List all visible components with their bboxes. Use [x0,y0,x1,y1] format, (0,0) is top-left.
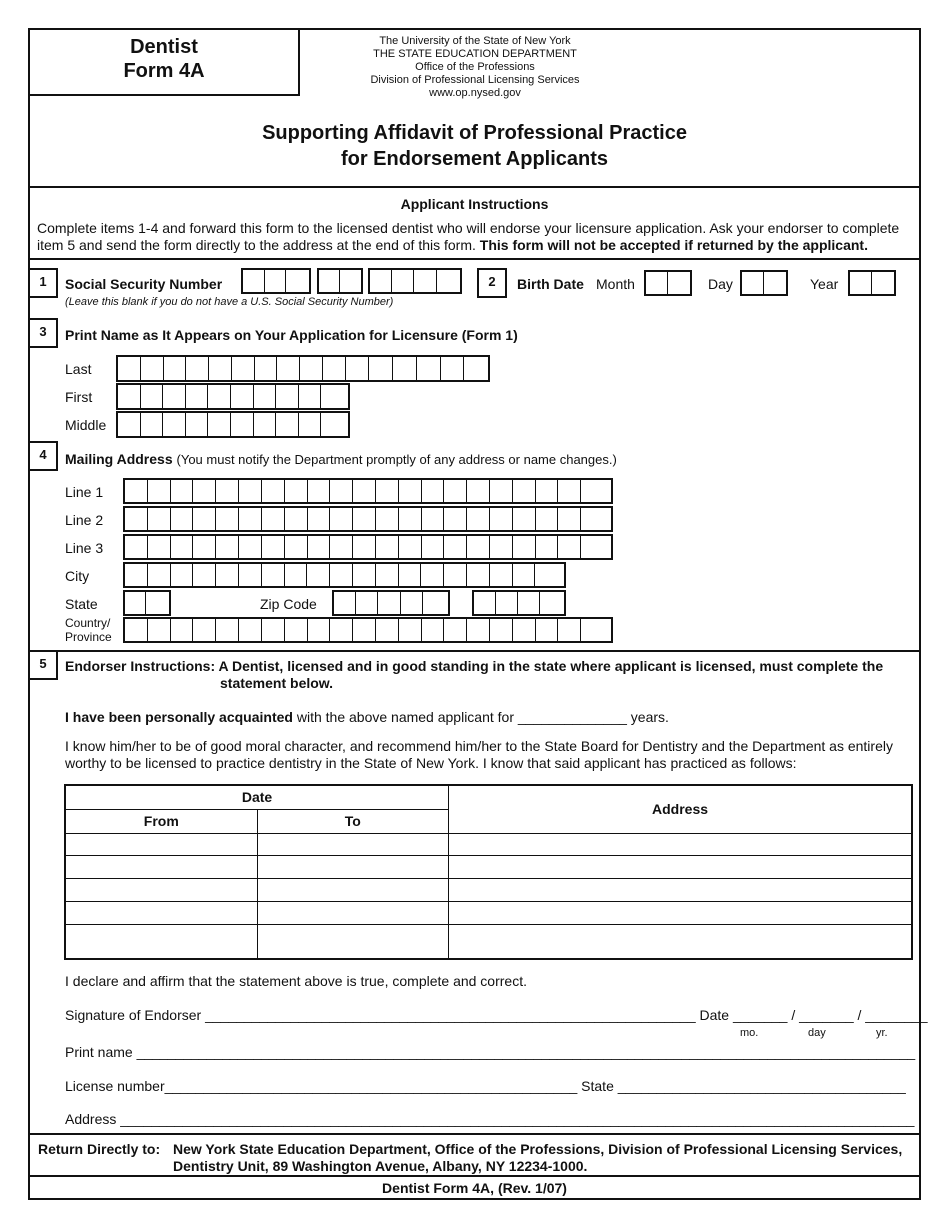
date-yr-hint: yr. [876,1027,888,1039]
birth-day-label: Day [708,276,733,292]
first-name-input[interactable] [116,383,350,410]
from-cell[interactable] [65,925,257,959]
item-number-5: 5 [28,650,58,680]
practice-history-table [64,784,913,960]
agency-website: www.op.nysed.gov [429,87,521,99]
from-cell[interactable] [65,833,257,856]
birth-date-label: Birth Date [517,276,584,292]
ssn-input-part3[interactable] [368,268,462,294]
form-title: Dentist Form 4A [123,36,205,82]
table-row [65,856,912,879]
zip-plus4-input[interactable] [472,590,566,616]
name-section-label: Print Name as It Appears on Your Application for Licensure (Form 1) [65,327,518,343]
to-cell[interactable] [257,833,449,856]
agency-line: Division of Professional Licensing Services [370,74,580,86]
agency-line: THE STATE EDUCATION DEPARTMENT [373,48,577,60]
to-cell[interactable] [257,856,449,879]
ssn-label: Social Security Number [65,276,223,292]
divider [28,258,921,260]
return-address: New York State Education Department, Office of the Professions, Division of Professional Licensing Services, Dentistry Unit, 89 Washington Avenue, Albany, NY 12234-1000. [173,1141,903,1174]
item-number-1: 1 [28,268,58,298]
address-cell[interactable] [449,833,912,856]
table-row [65,925,912,959]
birth-year-label: Year [810,276,839,292]
country-label: Country/ Province [65,616,112,644]
last-name-input[interactable] [116,355,490,382]
address-line2-input[interactable] [123,506,613,532]
endorser-instructions: Endorser Instructions: A Dentist, licensed and in good standing in the state where applicant is licensed, must complete the statement below. [65,658,884,691]
date-day-hint: day [808,1027,826,1039]
to-header: To [257,809,449,833]
address-cell[interactable] [449,902,912,925]
return-label: Return Directly to: [38,1141,161,1157]
signature-line[interactable]: Signature of Endorser _______________________________________________________________ Date _______ / _______ / ________ [65,1007,928,1023]
birth-day-input[interactable] [740,270,788,296]
address-line3-label: Line 3 [65,540,104,556]
print-name-line[interactable]: Print name ____________________________________________________________________________________________________ [65,1044,916,1060]
divider [28,1133,921,1135]
last-name-label: Last [65,361,92,377]
ssn-input-part1[interactable] [241,268,311,294]
date-mo-hint: mo. [740,1027,759,1039]
address-cell[interactable] [449,856,912,879]
endorser-address-line[interactable]: Address ______________________________________________________________________________________________________ [65,1111,915,1127]
address-line1-input[interactable] [123,478,613,504]
zip-code-input[interactable] [332,590,450,616]
from-cell[interactable] [65,902,257,925]
from-cell[interactable] [65,856,257,879]
page-title: Supporting Affidavit of Professional Practice for Endorsement Applicants [262,122,687,170]
item-number-3: 3 [28,318,58,348]
ssn-note: (Leave this blank if you do not have a U.S. Social Security Number) [65,296,394,308]
moral-character-statement: I know him/her to be of good moral character, and recommend him/her to the State Board for Dentistry and the Department as entirely worthy to be licensed to practice dentistry in the State of New York. I know that said applicant has practiced as follows: [65,738,893,771]
agency-block [300,35,650,100]
city-label: City [65,568,90,584]
table-row [65,879,912,902]
address-line1-label: Line 1 [65,484,104,500]
instructions-heading: Applicant Instructions [400,196,549,212]
country-input[interactable] [123,617,613,643]
instructions-text: Complete items 1-4 and forward this form to the licensed dentist who will endorse your licensure application. Ask your endorser to complete item 5 and send the form directly to the address at the end of this form. This form will not be accepted if returned by the applicant. [37,220,900,253]
divider [28,1175,921,1177]
date-header: Date [65,785,449,809]
address-line2-label: Line 2 [65,512,104,528]
to-cell[interactable] [257,902,449,925]
ssn-input-part2[interactable] [317,268,363,294]
form-revision: Dentist Form 4A, (Rev. 1/07) [382,1180,567,1196]
item-number-4: 4 [28,441,58,471]
acquaintance-statement: I have been personally acquainted with the above named applicant for ______________ years. [65,709,669,725]
to-cell[interactable] [257,925,449,959]
agency-line: Office of the Professions [415,61,535,73]
first-name-label: First [65,389,93,405]
zip-code-label: Zip Code [260,596,317,612]
birth-year-input[interactable] [848,270,896,296]
divider [28,186,921,188]
middle-name-label: Middle [65,417,107,433]
address-cell[interactable] [449,879,912,902]
birth-month-label: Month [596,276,635,292]
state-input[interactable] [123,590,171,616]
from-header: From [65,809,257,833]
mailing-address-label: Mailing Address (You must notify the Department promptly of any address or name changes.) [65,451,617,467]
address-cell[interactable] [449,925,912,959]
table-row [65,833,912,856]
divider [28,650,921,652]
to-cell[interactable] [257,879,449,902]
item-number-2: 2 [477,268,507,298]
birth-month-input[interactable] [644,270,692,296]
from-cell[interactable] [65,879,257,902]
declaration-text: I declare and affirm that the statement above is true, complete and correct. [65,973,527,989]
table-row [65,902,912,925]
address-header: Address [449,785,912,833]
city-input[interactable] [123,562,566,588]
state-label: State [65,596,98,612]
address-line3-input[interactable] [123,534,613,560]
agency-line: The University of the State of New York [379,35,571,47]
license-state-line[interactable]: License number_____________________________________________________ State _____________________________________ [65,1078,906,1094]
middle-name-input[interactable] [116,411,350,438]
